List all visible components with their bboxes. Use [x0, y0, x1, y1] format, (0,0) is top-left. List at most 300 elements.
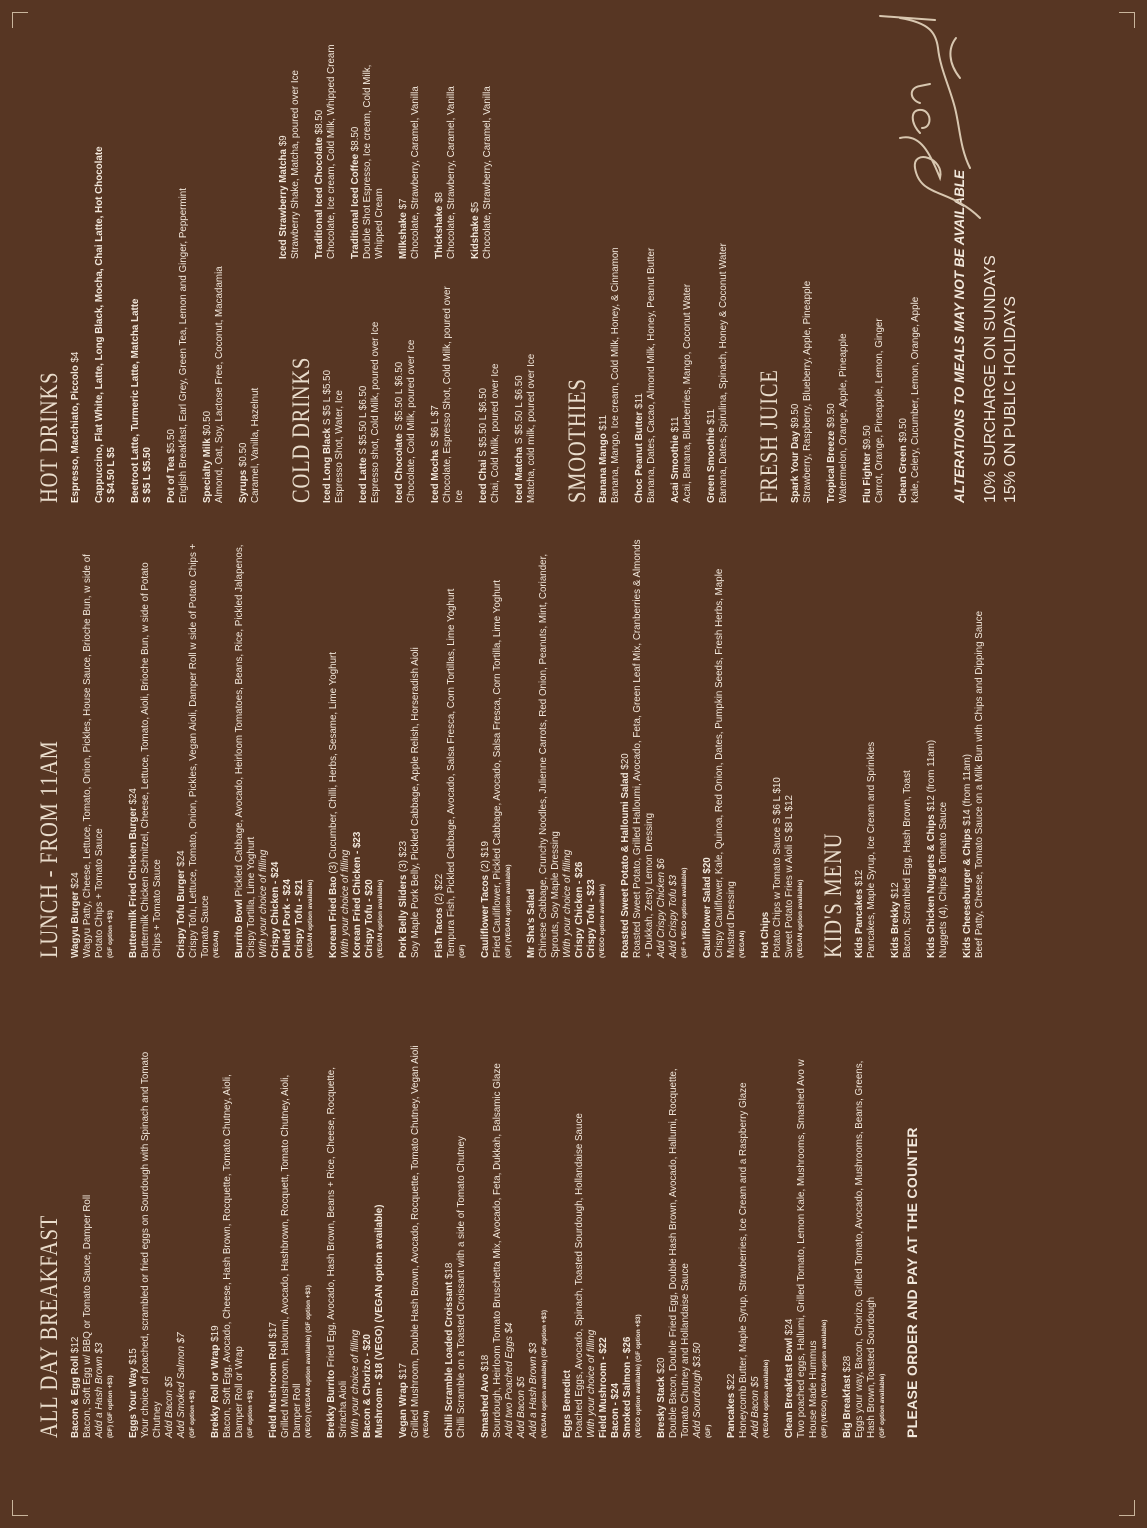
menu-item-heading [128, 538, 140, 958]
menu-item-price: (2) $22 [434, 873, 445, 905]
menu-item-description: Cucumber, Chilli, Herbs, Sesame, Lime Yoghurt [328, 651, 339, 859]
dietary-note: (VEGO option available) [599, 883, 606, 958]
menu-item-heading [480, 1038, 492, 1438]
menu-item-heading [784, 1038, 796, 1438]
menu-item [706, 33, 730, 503]
menu-item-name: Spark Your Day [790, 430, 801, 503]
menu-item-name: Traditional Iced Coffee [350, 153, 361, 259]
menu-item-heading [470, 34, 482, 259]
menu-item [480, 538, 514, 958]
menu-item-name: Iced Chocolate [394, 433, 405, 503]
menu-item-description: Grilled Mushroom, Haloumi, Avocado, Hashbrown, Rocquett, Tomato Chutney, Aioli, Damper Roll [280, 1074, 303, 1438]
menu-item [480, 1038, 550, 1438]
menu-item-heading [790, 233, 802, 503]
menu-item-name: Iced Mocha [430, 449, 441, 503]
menu-item [130, 33, 154, 503]
menu-item-price: $5 [470, 201, 481, 213]
menu-item [760, 538, 806, 958]
menu-item [314, 34, 338, 259]
dietary-note: (GF option +$3) [189, 1390, 196, 1438]
menu-item-heading [268, 1038, 280, 1438]
filling-option: Bacon - $24 [610, 1383, 621, 1438]
menu-item-heading [210, 1038, 222, 1438]
menu-item-heading [94, 33, 106, 503]
menu-item [128, 538, 164, 958]
kids-title: KID'S MENU [820, 832, 847, 958]
menu-item-name: Iced Matcha [514, 446, 525, 503]
menu-item-name: Wagyu Burger [70, 891, 81, 958]
menu-item-price: S $5.50 L $6.50 [478, 387, 489, 457]
menu-item-price: (2) $19 [480, 841, 491, 873]
hot-drinks-title: HOT DRINKS [36, 371, 63, 503]
smoothies-title: SMOOTHIES [564, 378, 591, 503]
menu-item-name: Acai Smoothie [670, 434, 681, 503]
filling-option: Crispy Chicken - $24 [270, 861, 281, 958]
menu-item-description: Soy Maple Pork Belly, Pickled Cabbage, Apple Relish, Horseradish Aioli [410, 647, 421, 958]
filling-option: S $4.50 L $5 [106, 447, 117, 503]
menu-item-price: $0.50 [238, 442, 249, 468]
menu-item-name: Clean Green [898, 445, 909, 503]
menu-item-name: Vegan Wrap [398, 1382, 409, 1438]
menu-item-price: $11 [706, 408, 717, 425]
menu-item-description: Sweet Potato Fries w Aioli S $8 L $12 [784, 794, 795, 958]
dietary-note: (GF) [705, 1424, 712, 1438]
kids-list [854, 538, 986, 958]
menu-item-description: Espresso shot, Cold Milk, poured over Ice [370, 321, 381, 503]
menu-item-description: Roasted Sweet Potato, Grilled Halloumi, Avocado, Feta, Green Leaf Mix, Cranberries & Almonds + Dukkah, Zesty Lemon Dressing [632, 539, 655, 958]
menu-item-heading [620, 538, 632, 958]
menu-item [444, 1038, 468, 1438]
menu-item-heading [926, 538, 938, 958]
menu-item-name: Kids Cheeseburger & Chips [962, 828, 973, 958]
menu-item-description: Pancakes, Maple Syrup, Ice Cream and Sprinkles [866, 741, 877, 958]
menu-item-description: Almond, Oat, Soy, Lactose Free, Coconut, Macadamia [214, 266, 225, 503]
menu-item-name: Cappuccino, Flat White, Latte, Long Black, Mocha, Chai Latte, Hot Chocolate [94, 146, 105, 503]
menu-item [598, 33, 622, 503]
menu-item-price: $14 (from 11am) [962, 754, 973, 826]
menu-item-name: Pork Belly Sliders [398, 874, 409, 958]
menu-item-name: Banana Mango [598, 433, 609, 503]
menu-item-heading [562, 1038, 574, 1438]
dietary-note: (VEGO) (VEGAN option available) (GF option +$3) [305, 1285, 312, 1438]
add-on-note: Add Sourdough $3.50 [692, 1342, 703, 1438]
menu-item [398, 34, 422, 259]
menu-item-price: $0.50 [202, 410, 213, 436]
menu-item [526, 538, 608, 958]
menu-item-description: Double Bacon, Double Fried Egg, Double Hash Brown, Avocado, Hallumi, Rocquette, Tomato Chutney and Hollandaise Sauce [668, 1068, 691, 1438]
menu-item-description: Poached Eggs, Avocado, Spinach, Toasted Sourdough, Hollandaise Sauce [574, 1113, 585, 1438]
menu-item-name: Roasted Sweet Potato & Halloumi Salad [620, 772, 631, 958]
menu-item-heading [434, 34, 446, 259]
menu-item-description: Buttermilk Chicken Schnitzel, Cheese, Lettuce, Tomato, Aioli, Brioche Bun, w side of Potato Chips + Tomato Sauce [140, 562, 163, 958]
menu-item-heading [634, 33, 646, 503]
menu-item-name: Big Breakfast [842, 1374, 853, 1438]
menu-item-name: Thickshake [434, 205, 445, 259]
add-on-note: Add Crispy Chicken $6 [656, 858, 667, 958]
menu-item-name: Burrito Bowl [234, 899, 245, 958]
menu-item [670, 33, 694, 503]
add-on-note: Add Bacon $5 [750, 1376, 761, 1438]
menu-item-heading [70, 1038, 82, 1438]
menu-item-description: Chocolate, Espresso Shot, Cold Milk, poured over Ice [442, 286, 465, 503]
menu-item-description: Acai, Banana, Blueberries, Mango, Coconut Water [682, 283, 693, 503]
menu-item-heading [706, 33, 718, 503]
menu-item-heading [962, 538, 974, 958]
menu-item-price: $11 [670, 416, 681, 433]
menu-item-name: Tropical Breeze [826, 430, 837, 503]
menu-item [326, 1038, 386, 1438]
menu-item [358, 273, 382, 503]
dietary-note: (DF) (GF option +$3) [107, 1375, 114, 1438]
menu-item-description: Your choice of poached, scrambled or fried eggs on Sourdough with Spinach and Tomato Chutney [140, 1051, 163, 1438]
menu-item-heading [322, 273, 334, 503]
menu-item-price: $24 [70, 872, 81, 889]
menu-item-description: Chocolate, Strawberry, Caramel, Vanilla [482, 86, 493, 259]
menu-item-name: Iced Chai [478, 459, 489, 503]
menu-item [94, 33, 118, 503]
menu-item-description: Matcha, cold milk, poured over Ice [526, 353, 537, 503]
menu-item-price: $24 [128, 788, 139, 805]
dietary-note: (GF option +$3) [247, 1390, 254, 1438]
menu-item-description: Chinese Cabbage, Crunchy Noodles, Julienne Carrots, Red Onion, Peanuts, Mint, Coriander, Sprouts, Soy Maple Dressing [538, 553, 561, 958]
dietary-note: (VEGAN) [213, 930, 220, 958]
menu-item-price: $9.50 [898, 418, 909, 443]
menu-item-name: Fish Tacos [434, 907, 445, 958]
menu-item-heading [826, 233, 838, 503]
add-on-note: With your choice of filling [340, 849, 351, 958]
menu-item-price: $12 (from 11am) [926, 739, 937, 812]
menu-item [962, 538, 986, 958]
menu-item-name: Eggs Your Way [128, 1367, 139, 1438]
menu-item-name: Espresso, Macchiato, Piccolo [70, 365, 81, 503]
menu-item-heading [670, 33, 682, 503]
menu-item-name: Kids Pancakes [854, 888, 865, 958]
menu-item [784, 1038, 830, 1438]
filling-option: Crispy Tofu - $21 [294, 879, 305, 958]
menu-item-price: $7 [398, 198, 409, 210]
menu-item [434, 34, 458, 259]
menu-item-price: $4 [70, 351, 81, 363]
menu-item-description: Fried Cauliflower, Pickled Cabbage, Avocado, Salsa Fresca, Corn Tortilla, Lime Yoghurt [492, 579, 503, 958]
menu-item-heading [176, 538, 188, 958]
menu-item-description: Chai, Cold Milk, poured over Ice [490, 363, 501, 503]
menu-item [166, 33, 190, 503]
menu-item-price: $5.50 [166, 429, 177, 454]
menu-item-name: Green Smoothie [706, 427, 717, 503]
menu-item-description: Crispy Tofu, Lettuce, Tomato, Onion, Pickles, Vegan Aioli, Damper Roll w side of Potato Chips + Tomato Sauce [188, 543, 211, 958]
menu-item-heading [326, 1038, 350, 1438]
menu-item-heading [394, 273, 406, 503]
filling-option: Crispy Chicken - $26 [574, 861, 585, 958]
menu-item-heading [598, 33, 610, 503]
menu-item-name: Bresky Stack [656, 1376, 667, 1438]
menu-item-heading [350, 34, 362, 259]
dietary-note: (GF option +$3) [107, 910, 114, 958]
menu-item-price: (3) $23 [398, 840, 409, 872]
menu-item-heading [398, 34, 410, 259]
menu-item [210, 1038, 256, 1438]
menu-item [890, 538, 914, 958]
menu-item-description: Chocolate, Ice cream, Cold Milk, Whipped Cream [326, 44, 337, 259]
menu-item-name: Korean Fried Bao [328, 876, 339, 958]
add-on-note: With your choice of filling [258, 849, 269, 958]
dietary-note: (VEGAN option available) [377, 879, 384, 958]
menu-item-price: $8 [434, 191, 445, 203]
menu-item-name: Kidshake [470, 215, 481, 259]
menu-item-description: Beef Patty, Cheese, Tomato Sauce on a Milk Bun with Chips and Dipping Sauce [974, 610, 985, 958]
dietary-note: (VEGAN) [739, 930, 746, 958]
breakfast-title: ALL DAY BREAKFAST [36, 1214, 63, 1438]
menu-item-heading [854, 538, 866, 958]
menu-item-heading [358, 273, 370, 503]
dietary-note: (GF + VEGO option available) [681, 867, 688, 958]
menu-item [238, 33, 262, 503]
alterations-note: ALTERATIONS TO MEALS MAY NOT BE AVAILABLE [952, 170, 967, 503]
menu-item [726, 1038, 772, 1438]
add-on-note: Add a Hash Brown $3 [528, 1342, 539, 1438]
menu-item [842, 1038, 888, 1438]
menu-item-price: $28 [842, 1355, 853, 1373]
menu-item-name: Buttermilk Fried Chicken Burger [128, 807, 139, 958]
menu-item-heading [278, 34, 290, 259]
menu-item-price: $20 [656, 1357, 667, 1374]
menu-item-description: Strawberry Shake, Matcha, poured over Ice [290, 70, 301, 259]
menu-item-name: Hot Chips [760, 911, 771, 958]
menu-item-description: Caramel, Vanilla, Hazelnut [250, 387, 261, 503]
menu-item-name: Chilli Scramble Loaded Croissant [444, 1281, 455, 1438]
lunch-title: LUNCH - FROM 11AM [36, 740, 63, 958]
menu-item [854, 538, 878, 958]
menu-item [898, 233, 922, 503]
filling-option: S $5 L $5.50 [142, 447, 153, 503]
menu-item-price: $9 [278, 135, 289, 147]
dietary-note: (VEGAN option available) (GF option +$3) [541, 1309, 548, 1438]
menu-item-price: $18 [444, 1262, 455, 1280]
menu-item-description: Banana, Dates, Spirulina, Spinach, Honey & Coconut Water [718, 243, 729, 503]
menu-item-name: Pot of Tea [166, 456, 177, 503]
menu-item-name: Clean Breakfast Bowl [784, 1337, 795, 1438]
menu-item-description: Banana, Mango, Ice cream, Cold Milk, Honey, & Cinnamon [610, 247, 621, 503]
menu-item [478, 273, 502, 503]
menu-item-price: $11 [634, 393, 645, 409]
dietary-note: (VEGO option available) (GF option +$3) [635, 1314, 642, 1438]
add-on-note: Add Bacon $5 [516, 1376, 527, 1438]
add-on-note: Add Crispy Tofu $3 [668, 875, 679, 958]
cold-drinks-block [274, 33, 550, 503]
menu-item [350, 34, 386, 259]
menu-item-description: Grilled Mushroom, Double Hash Brown, Avocado, Rocquette, Tomato Chutney, Vegan Aioli [410, 1045, 421, 1438]
menu-item-description: Bacon, Scrambled Egg, Hash Brown, Toast [902, 770, 913, 958]
fresh-juice-list [790, 233, 922, 503]
menu-item-description: Strawberry, Raspberry, Blueberry, Apple, Pineapple [802, 280, 813, 503]
menu-item [702, 538, 748, 958]
menu-item-heading [70, 538, 82, 958]
menu-item [398, 1038, 432, 1438]
lunch-column [36, 538, 998, 958]
menu-item-heading [526, 538, 538, 958]
menu-item-heading [234, 538, 258, 958]
menu-item-description: English Breakfast, Earl Grey, Green Tea, Lemon and Ginger, Peppermint [178, 188, 189, 503]
add-on-note: With your choice of filling [350, 1329, 361, 1438]
menu-item-heading [314, 34, 326, 259]
menu-item-heading [238, 33, 250, 503]
menu-item-price: $11 [598, 414, 609, 431]
menu-item-name: Iced Strawberry Matcha [278, 149, 289, 259]
menu-item-description: Pickled Cabbage, Avocado, Heirloom Tomatoes, Beans, Rice, Pickled Jalapenos, Crispy Tortilla, Lime Yoghurt [234, 544, 257, 958]
menu-item-heading [898, 233, 910, 503]
menu-item-description: Kale, Celery, Cucumber, Lemon, Orange, Apple [910, 296, 921, 503]
menu-item-heading [128, 1038, 140, 1438]
breakfast-list [70, 1038, 888, 1438]
menu-item-heading [514, 273, 526, 503]
cold-drinks-list-right [278, 34, 494, 259]
menu-item-description: Wagyu Patty, Cheese, Lettuce, Tomato, Onion, Pickles, House Sauce, Brioche Bun, w side of Potato Chips + Tomato Sauce [82, 554, 105, 958]
add-on-note: With your choice of filling [562, 849, 573, 958]
menu-item-price: $15 [128, 1348, 139, 1365]
menu-item-heading [760, 538, 772, 958]
menu-item [394, 273, 418, 503]
menu-item-name: Specialty Milk [202, 438, 213, 503]
filling-option: Pulled Pork - $24 [282, 879, 293, 958]
menu-item-name: Beetroot Latte, Turmeric Latte, Matcha Latte [130, 298, 141, 503]
menu-item-heading [398, 1038, 410, 1438]
menu-item-heading [702, 538, 714, 958]
filling-option: Crispy Tofu - $23 [586, 879, 597, 958]
menu-item-description: Espresso Shot, Water, Ice [334, 390, 345, 503]
menu-item [128, 1038, 198, 1438]
menu-item-description: Chocolate, Cold Milk, poured over Ice [406, 339, 417, 503]
dietary-note: (GF option available) [879, 1373, 886, 1438]
menu-item-name: Traditional Iced Chocolate [314, 137, 325, 259]
menu-item-name: Brekky Roll or Wrap [210, 1344, 221, 1438]
menu-item [202, 33, 226, 503]
menu-item-description: Eggs your way, Bacon, Chorizo, Grilled Tomato, Avocado, Mushrooms, Beans, Greens, Hash Brown,Toasted Sourdough [854, 1060, 877, 1438]
menu-item-description: Carrot, Orange, Pineapple, Lemon, Ginger [874, 318, 885, 503]
menu-item-name: Choc Peanut Butter [634, 411, 645, 503]
hot-drinks-list [70, 33, 262, 503]
menu-item [70, 1038, 116, 1438]
menu-item-price: $22 [726, 1373, 737, 1391]
order-at-counter-note: PLEASE ORDER AND PAY AT THE COUNTER [904, 1127, 920, 1438]
cold-drinks-right [274, 34, 550, 259]
menu-item-price: $12 [70, 1336, 81, 1354]
menu-item [862, 233, 886, 503]
menu-item [634, 33, 658, 503]
menu-item-price: $12 [890, 882, 901, 899]
menu-item-price: $8.50 [350, 126, 361, 152]
menu-item-description: Bacon, Soft Egg, Avocado, Cheese, Hash Brown, Rocquette, Tomato Chutney, Aioli, Damper Roll or Wrap [222, 1074, 245, 1438]
add-on-note: With your choice of filling [586, 1329, 597, 1438]
menu-item-heading [480, 538, 492, 958]
cold-drinks-list [322, 273, 538, 503]
menu-item-description: Tempura Fish, Pickled Cabbage, Avocado, Salsa Fresca, Corn Tortillas, Lime Yoghurt [446, 588, 457, 958]
filling-option: Field Mushroom - $22 [598, 1337, 609, 1438]
menu-item-name: Flu Fighter [862, 452, 873, 503]
add-on-note: Add Smoked Salmon $7 [176, 1332, 187, 1438]
menu-item [514, 273, 538, 503]
menu-item-price: $24 [784, 1318, 795, 1336]
filling-option: Smoked Salmon - $26 [622, 1336, 633, 1438]
menu-item-description: Nuggets (4), Chips & Tomato Sauce [938, 801, 949, 958]
menu-item-name: Milkshake [398, 212, 409, 259]
menu-item-description: Watermelon, Orange, Apple, Pineapple [838, 333, 849, 503]
menu-item-description: Bacon, Soft Egg w/ BBQ or Tomato Sauce, Damper Roll [82, 1194, 93, 1438]
menu-item [562, 1038, 644, 1438]
menu-item [328, 538, 386, 958]
menu-item [620, 538, 690, 958]
filling-option: Mushroom - $18 (VEGO) (VEGAN option available) [374, 1204, 385, 1438]
menu-item [656, 1038, 714, 1438]
menu-item [398, 538, 422, 958]
cold-drinks-title: COLD DRINKS [288, 356, 315, 503]
menu-item-name: Crispy Tofu Burger [176, 869, 187, 958]
menu-item-heading [862, 233, 874, 503]
menu-item [434, 538, 468, 958]
menu-item [70, 33, 82, 503]
menu-item-name: Pancakes [726, 1392, 737, 1438]
menu-item-name: Syrups [238, 469, 249, 503]
menu-item-price: S $5 L $5.50 [322, 369, 333, 426]
menu-item-description: Double Shot Espresso, Ice cream, Cold Milk, Whipped Cream [362, 64, 385, 259]
menu-item-name: Cauliflower Salad $20 [702, 857, 713, 958]
dietary-note: (VEGAN option available) [307, 879, 314, 958]
breakfast-column [36, 1038, 920, 1438]
menu-item-price: $9.50 [826, 403, 837, 428]
menu-item [322, 273, 346, 503]
menu-item-heading [726, 1038, 738, 1438]
menu-item [70, 538, 116, 958]
menu-item-name: Cauliflower Tacos [480, 874, 491, 958]
menu-item-description: Chocolate, Strawberry, Caramel, Vanilla [410, 86, 421, 259]
filling-option: Bacon & Chorizo - $20 [362, 1334, 373, 1438]
menu-item-heading [328, 538, 340, 958]
menu-item [926, 538, 950, 958]
menu-item-price: $9.50 [790, 403, 801, 429]
menu-item-price: $12 [854, 869, 865, 887]
dietary-note: (VEGAN option available) [763, 1359, 770, 1438]
menu-item-name: Field Mushroom Roll [268, 1341, 279, 1438]
menu-item-price: $20 [620, 753, 631, 770]
menu-item-name: Eggs Benedict [562, 1369, 573, 1438]
menu-item-name: Brekky Burrito [326, 1369, 337, 1438]
fresh-juice-title: FRESH JUICE [756, 369, 783, 503]
menu-item-description: Fried Egg, Avocado, Hash Brown, Beans + Rice, Cheese, Rocquette, Sriracha Aioli [326, 1067, 349, 1438]
bon-appetit-script-logo [860, 8, 1000, 228]
menu-item-price: $18 [480, 1354, 491, 1372]
menu-item-price: $17 [398, 1363, 409, 1380]
menu-item-name: Iced Long Black [322, 427, 333, 503]
dietary-note: (GF) [459, 944, 466, 958]
menu-item [278, 34, 302, 259]
menu-item-heading [434, 538, 446, 958]
menu-item-heading [130, 33, 142, 503]
menu-item-price: $8.50 [314, 109, 325, 135]
surcharge-holidays: 15% ON PUBLIC HOLIDAYS [1002, 296, 1019, 503]
menu-item [790, 233, 814, 503]
menu-item-price: S $6 L $7 [430, 405, 441, 447]
surcharge-sundays: 10% SURCHARGE ON SUNDAYS [982, 255, 999, 503]
menu-item-price: S $5.50 L $6.50 [514, 375, 525, 445]
menu-item-heading [444, 1038, 456, 1438]
menu-item-description: Potato Chips w Tomato Sauce S $6 L $10 [772, 777, 783, 958]
dietary-note: (GF) (VEGO) (VEGAN option available) [821, 1319, 828, 1438]
menu-item-heading [478, 273, 490, 503]
menu-item-description: Honeycomb Butter, Maple Syrup, Strawberries, Ice Cream and a Raspberry Glaze [738, 1082, 749, 1438]
menu-item [176, 538, 222, 958]
dietary-note: (VEGAN option available) [797, 879, 804, 958]
menu-item-price: $17 [268, 1322, 279, 1339]
menu-item-description: Sourdough, Heirloom Tomato Bruschetta Mix, Avocado, Feta, Dukkah, Balsamic Glaze [492, 1063, 503, 1438]
